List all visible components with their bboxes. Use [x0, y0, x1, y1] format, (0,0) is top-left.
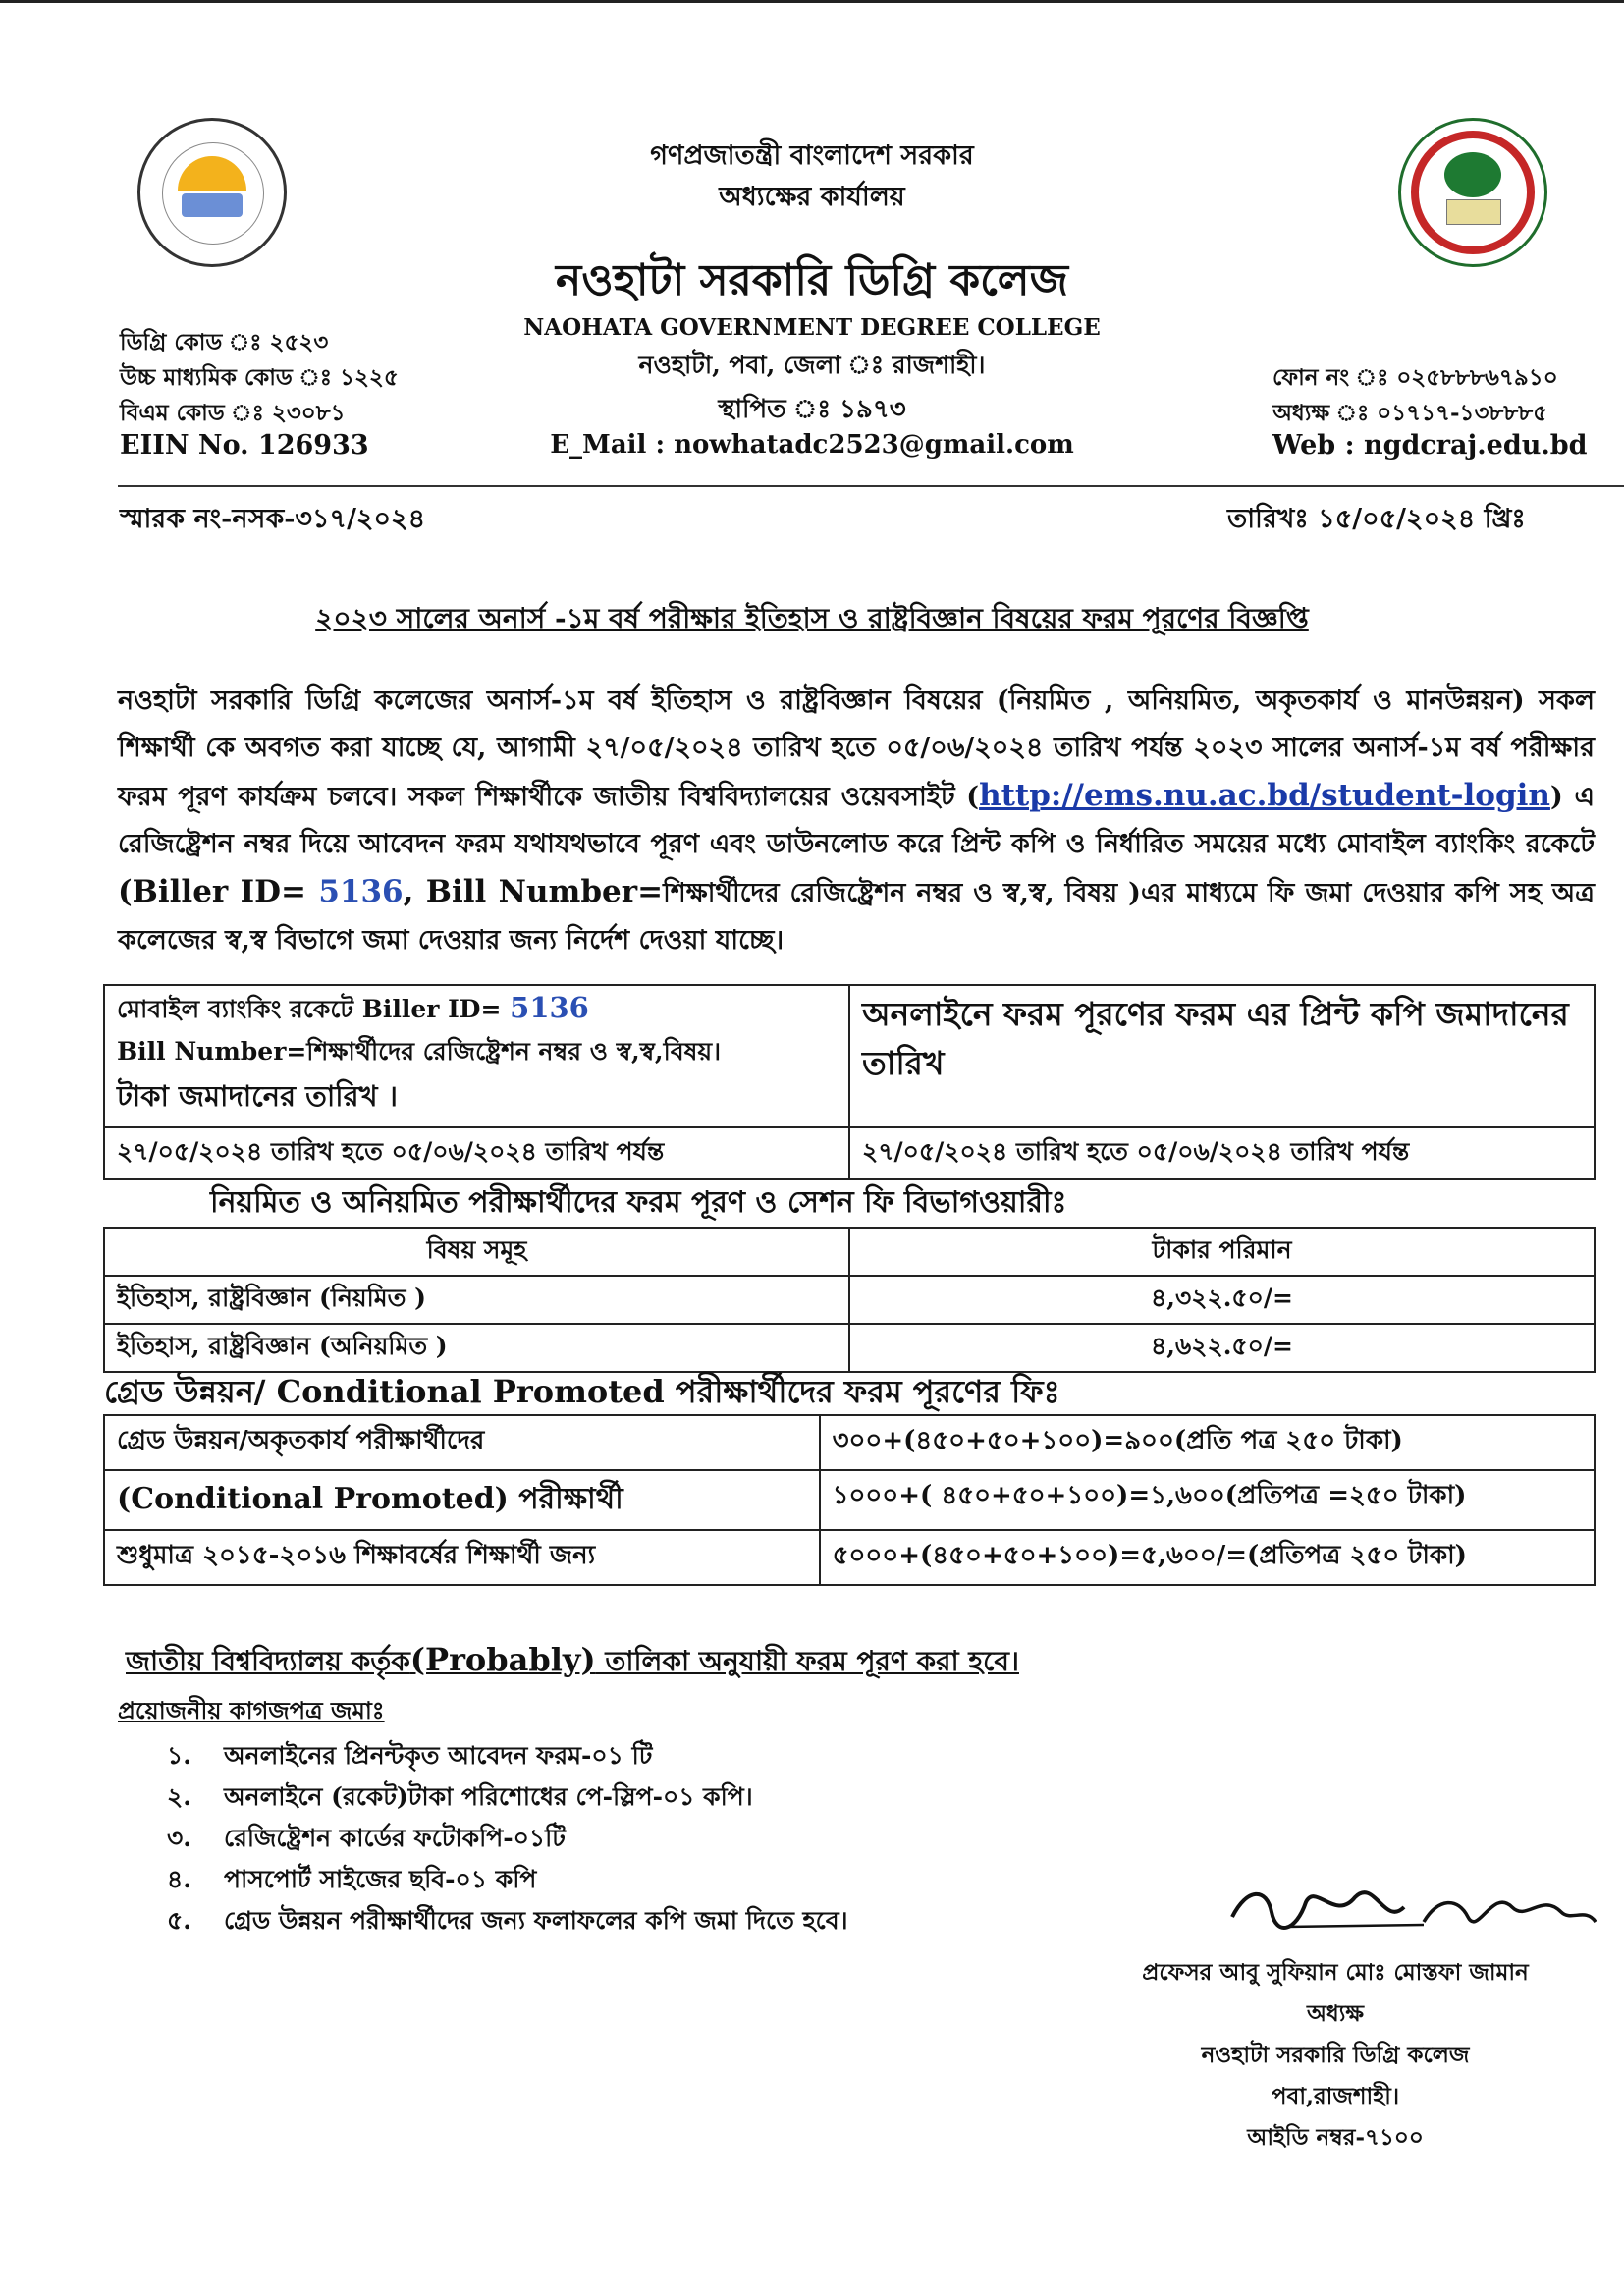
- office-heading: অধ্যক্ষের কার্যালয়: [719, 182, 905, 212]
- biller-id: 5136: [318, 874, 404, 909]
- list-item: ২. অনলাইনে (রকেট)টাকা পরিশোধের পে-স্লিপ-০১ কপি।: [167, 1782, 753, 1811]
- signatory-title: অধ্যক্ষ: [1306, 2000, 1365, 2027]
- table-row: ইতিহাস, রাষ্ট্রবিজ্ঞান (নিয়মিত ) ৪,৩২২.৫০/=: [104, 1276, 1595, 1324]
- fee-section-title: নিয়মিত ও অনিয়মিত পরীক্ষার্থীদের ফরম পূরণ ও সেশন ফি বিভাগওয়ারীঃ: [210, 1185, 1067, 1220]
- notice-body: নওহাটা সরকারি ডিগ্রি কলেজের অনার্স-১ম বর্ষ ইতিহাস ও রাষ্ট্রবিজ্ঞান বিষয়ের (নিয়মিত , অনিয়মিত, অকৃতকার্য ও মানউন্নয়ন) সকল শিক্ষার্থী কে অবগত করা যাচ্ছে যে, আগামী ২৭/০৫/২০২৪ তারিখ হতে ০৫/০৬/২০২৪ তারিখ পর্যন্ত ২০২৩ সালের অনার্স-১ম বর্ষ পরীক্ষার ফরম পূরণ কার্যক্রম চলবে। সকল শিক্ষার্থীকে জাতীয় বিশ্ববিদ্যালয়ের ওয়েবসাইট (http://ems.nu.ac.bd/student-login) এ রেজিষ্ট্রেশন নম্বর দিয়ে আবেদন ফরম যথাযথভাবে পূরণ এবং ডাউনলোড করে প্রিন্ট কপি ও নির্ধারিত সময়ের মধ্যে মোবাইল ব্যাংকিং রকেটে (Biller ID= 5136, Bill Number=শিক্ষার্থীদের রেজিষ্ট্রেশন নম্বর ও স্ব,স্ব, বিষয় )এর মাধ্যমে ফি জমা দেওয়ার কপি সহ অত্র কলেজের স্ব,স্ব বিভাগে জমা দেওয়ার জন্য নির্দেশ দেওয়া যাচ্ছে।: [118, 685, 1595, 956]
- degree-code: ডিগ্রি কোড ঃ ২৫২৩: [120, 329, 329, 355]
- table-header: বিষয় সমূহ: [104, 1228, 849, 1276]
- table-row: ইতিহাস, রাষ্ট্রবিজ্ঞান (অনিয়মিত ) ৪,৬২২.৫০/=: [104, 1324, 1595, 1372]
- list-item: ১. অনলাইনের প্রিনন্টকৃত আবেদন ফরম-০১ টি: [167, 1741, 653, 1770]
- emblem-icon: [1398, 118, 1547, 267]
- eiin-number: EIIN No. 126933: [120, 430, 369, 461]
- fee-table: [103, 1227, 1596, 1373]
- payment-date-range: ২৭/০৫/২০২৪ তারিখ হতে ০৫/০৬/২০২৪ তারিখ পর্যন্ত: [104, 1127, 849, 1179]
- college-email: E_Mail : nowhatadc2523@gmail.com: [550, 430, 1074, 460]
- college-address: নওহাটা, পবা, জেলা ঃ রাজশাহী।: [638, 351, 986, 379]
- requirements-title: প্রয়োজনীয় কাগজপত্র জমাঃ: [118, 1696, 385, 1724]
- college-seal-icon: [137, 118, 287, 267]
- hsc-code: উচ্চ মাধ্যমিক কোড ঃ ১২২৫: [120, 364, 399, 391]
- table-row: শুধুমাত্র ২০১৫-২০১৬ শিক্ষাবর্ষের শিক্ষার্থী জন্য ৫০০০+(৪৫০+৫০+১০০)=৫,৬০০/=(প্রতিপত্র ২৫০ টাকা): [104, 1530, 1595, 1585]
- signature-icon: [1227, 1878, 1600, 1946]
- gov-heading: গণপ্রজাতন্ত্রী বাংলাদেশ সরকার: [650, 140, 974, 171]
- signatory-id: আইডি নম্বর-৭১০০: [1247, 2124, 1424, 2151]
- phone-number: ফোন নং ঃ ০২৫৮৮৮৬৭৯১০: [1272, 364, 1558, 391]
- table-row: গ্রেড উন্নয়ন/অকৃতকার্য পরীক্ষার্থীদের ৩০০+(৪৫০+৫০+১০০)=৯০০(প্রতি পত্র ২৫০ টাকা): [104, 1415, 1595, 1470]
- principal-phone: অধ্যক্ষ ঃ ০১৭১৭-১৩৮৮৮৫: [1272, 400, 1548, 426]
- top-border: [0, 0, 1624, 3]
- established-year: স্থাপিত ঃ ১৯৭৩: [718, 395, 906, 424]
- nu-login-link[interactable]: http://ems.nu.ac.bd/student-login: [979, 778, 1550, 813]
- header-divider: [118, 485, 1624, 487]
- notice-subject: ২০২৩ সালের অনার্স -১ম বর্ষ পরীক্ষার ইতিহাস ও রাষ্ট্রবিজ্ঞান বিষয়ের ফরম পূরণের বিজ্ঞপ্তি: [315, 602, 1309, 634]
- list-item: ৩. রেজিষ্ট্রেশন কার্ডের ফটোকপি-০১টি: [167, 1824, 566, 1852]
- college-name-en: NAOHATA GOVERNMENT DEGREE COLLEGE: [523, 314, 1101, 341]
- list-item: ৫. গ্রেড উন্নয়ন পরীক্ষার্থীদের জন্য ফলাফলের কপি জমা দিতে হবে।: [167, 1906, 848, 1935]
- table-row: (Conditional Promoted) পরীক্ষার্থী ১০০০+( ৪৫০+৫০+১০০)=১,৬০০(প্রতিপত্র =২৫০ টাকা): [104, 1470, 1595, 1530]
- website: Web : ngdcraj.edu.bd: [1272, 430, 1588, 461]
- print-date-range: ২৭/০৫/২০২৪ তারিখ হতে ০৫/০৬/২০২৪ তারিখ পর্যন্ত: [849, 1127, 1595, 1179]
- table-header: টাকার পরিমান: [849, 1228, 1595, 1276]
- payment-date-table: মোবাইল ব্যাংকিং রকেটে Biller ID= 5136 Bill Number=শিক্ষার্থীদের রেজিষ্ট্রেশন নম্বর ও স্ব,স্ব,বিষয়। টাকা জমাদানের তারিখ । অনলাইনে ফরম পূরণের ফরম এর প্রিন্ট কপি জমাদানের তারিখ ২৭/০৫/২০২৪ তারিখ হতে ০৫/০৬/২০২৪ তারিখ পর্যন্ত ২৭/০৫/২০২৪ তারিখ হতে ০৫/০৬/২০২৪ তারিখ পর্যন্ত: [103, 984, 1596, 1180]
- signatory-name: প্রফেসর আবু সুফিয়ান মোঃ মোস্তফা জামান: [1142, 1959, 1529, 1986]
- bm-code: বিএম কোড ঃ ২৩০৮১: [120, 400, 346, 426]
- nu-note: জাতীয় বিশ্ববিদ্যালয় কর্তৃক(Probably) তালিকা অনুযায়ী ফরম পূরণ করা হবে।: [126, 1641, 1019, 1678]
- list-item: ৪. পাসপোর্ট সাইজের ছবি-০১ কপি: [167, 1865, 537, 1893]
- memo-number: স্মারক নং-নসক-৩১৭/২০২৪: [120, 504, 426, 534]
- signatory-college: নওহাটা সরকারি ডিগ্রি কলেজ: [1201, 2042, 1470, 2068]
- signatory-location: পবা,রাজশাহী।: [1271, 2083, 1400, 2109]
- grade-section-title: গ্রেড উন্নয়ন/ Conditional Promoted পরীক্ষার্থীদের ফরম পূরণের ফিঃ: [104, 1373, 1060, 1410]
- print-copy-heading: অনলাইনে ফরম পূরণের ফরম এর প্রিন্ট কপি জমাদানের তারিখ: [849, 985, 1595, 1127]
- notice-date: তারিখঃ ১৫/০৫/২০২৪ খ্রিঃ: [1227, 504, 1526, 534]
- college-name-bn: নওহাটা সরকারি ডিগ্রি কলেজ: [556, 255, 1068, 305]
- grade-fee-table: [103, 1414, 1596, 1586]
